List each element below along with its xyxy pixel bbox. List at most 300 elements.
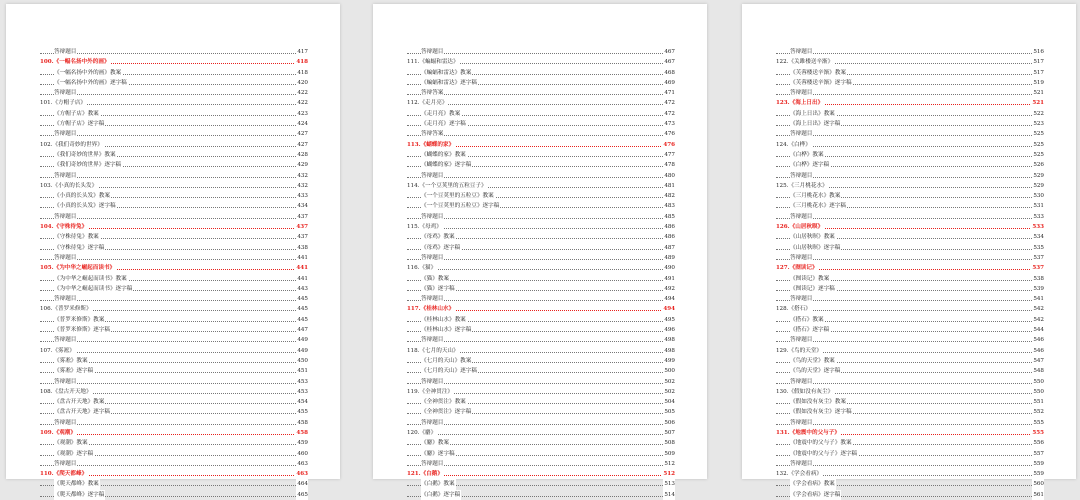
toc-entry-title: 《学会看病》教案 (790, 479, 836, 489)
toc-entry[interactable] (407, 397, 675, 407)
toc-page-number: 547 (1032, 356, 1044, 366)
toc-entry[interactable] (40, 397, 308, 407)
toc-entry[interactable] (407, 232, 675, 242)
toc-entry-title: 《地震中的父与子》教案 (790, 438, 853, 448)
toc-chapter-entry[interactable] (407, 57, 675, 67)
toc-page-number: 496 (663, 325, 675, 335)
toc-entry-title: 111.《蝙蝠和雷达》 (407, 57, 460, 67)
toc-entry[interactable] (407, 274, 675, 284)
toc-entry-title: 《白桦》教案 (790, 150, 825, 160)
toc-entry[interactable] (407, 109, 675, 119)
toc-page-number: 463 (295, 469, 308, 479)
toc-entry-title: 《一幅名扬中外的画》逐字稿 (54, 78, 128, 88)
toc-chapter-entry[interactable] (40, 304, 308, 314)
dot-leader (40, 53, 298, 54)
toc-page-number: 513 (663, 479, 675, 489)
toc-entry-title: 答辩题目 (54, 212, 77, 222)
toc-page-number: 498 (663, 335, 675, 345)
toc-entry[interactable] (776, 449, 1044, 459)
toc-chapter-entry[interactable] (40, 469, 308, 479)
toc-entry[interactable] (407, 335, 675, 345)
dot-leader (776, 94, 1034, 95)
toc-entry[interactable] (407, 88, 675, 98)
toc-entry[interactable] (40, 438, 308, 448)
toc-entry-title: 110.《爬天都峰》 (40, 469, 88, 479)
toc-entry-title: 《搭石》教案 (790, 315, 825, 325)
toc-page-number: 551 (1032, 397, 1044, 407)
dot-leader (776, 341, 1034, 342)
toc-entry[interactable] (407, 479, 675, 489)
toc-entry-title: 《走月亮》逐字稿 (421, 119, 467, 129)
toc-entry-title: 109.《观潮》 (40, 428, 77, 438)
toc-entry[interactable] (407, 284, 675, 294)
toc-page-number: 531 (1032, 201, 1044, 211)
toc-chapter-entry[interactable] (40, 98, 308, 108)
toc-chapter-entry[interactable] (40, 346, 308, 356)
toc-page-number: 458 (296, 418, 308, 428)
toc-page-number: 550 (1032, 387, 1044, 397)
toc-page-number: 512 (663, 459, 675, 469)
toc-entry[interactable] (407, 160, 675, 170)
toc-page-number: 537 (1032, 253, 1044, 263)
toc-page-number: 491 (663, 274, 675, 284)
toc-entry[interactable] (407, 377, 675, 387)
toc-entry[interactable] (407, 407, 675, 417)
toc-entry[interactable] (776, 243, 1044, 253)
toc-entry-title: 124.《白桦》 (776, 140, 812, 150)
toc-entry-title: 《蝴蝶的家》教案 (421, 150, 467, 160)
toc-entry[interactable] (40, 88, 308, 98)
toc-page-number: 548 (1032, 366, 1044, 376)
toc-entry-title: 114.《一个豆荚里的五粒豆子》 (407, 181, 488, 191)
dot-leader (776, 310, 1034, 311)
dot-leader (407, 228, 665, 229)
toc-chapter-entry[interactable] (407, 346, 675, 356)
toc-entry[interactable] (776, 274, 1044, 284)
toc-entry-title: 《小真的长头发》逐字稿 (54, 201, 117, 211)
toc-entry[interactable] (776, 232, 1044, 242)
toc-entry-title: 《海上日出》教案 (790, 109, 836, 119)
toc-entry-title: 100.《一幅名扬中外的画》 (40, 57, 111, 67)
toc-entry[interactable] (40, 68, 308, 78)
toc-page-number: 467 (663, 47, 675, 57)
toc-page-number: 477 (663, 150, 675, 160)
toc-entry-title: 《鸟的天堂》教案 (790, 356, 836, 366)
toc-entry[interactable] (40, 315, 308, 325)
toc-entry-title: 答辩题目 (421, 335, 444, 345)
toc-entry[interactable] (40, 201, 308, 211)
toc-entry-title: 《我们奇妙的世界》教案 (54, 150, 117, 160)
toc-chapter-entry[interactable] (776, 304, 1044, 314)
toc-chapter-entry[interactable] (40, 387, 308, 397)
toc-chapter-entry[interactable] (40, 222, 308, 232)
toc-entry-title: 《母鸡》教案 (421, 232, 456, 242)
toc-entry-title: 《麝》逐字稿 (421, 449, 456, 459)
toc-page-number: 464 (296, 479, 308, 489)
toc-entry-title: 答辩题目 (790, 88, 813, 98)
toc-entry[interactable] (776, 160, 1044, 170)
toc-page-number: 556 (1032, 438, 1044, 448)
toc-page-number: 418 (296, 68, 308, 78)
toc-page-number: 437 (296, 232, 308, 242)
toc-entry-title: 130.《假如没有灰尘》 (776, 387, 834, 397)
dot-leader (407, 135, 665, 136)
dot-leader (407, 218, 665, 219)
toc-entry[interactable] (40, 335, 308, 345)
toc-entry[interactable] (776, 284, 1044, 294)
toc-page-number: 519 (1032, 78, 1044, 88)
toc-entry-title: 答辩题目 (54, 418, 77, 428)
toc-entry-title: 《母鸡》逐字稿 (421, 243, 461, 253)
toc-page-number: 498 (663, 346, 675, 356)
toc-page-number: 460 (296, 449, 308, 459)
toc-chapter-entry[interactable] (407, 98, 675, 108)
toc-page-number: 538 (1032, 274, 1044, 284)
toc-entry[interactable] (407, 366, 675, 376)
dot-leader (40, 259, 298, 260)
toc-entry[interactable] (40, 479, 308, 489)
toc-chapter-entry[interactable] (776, 263, 1044, 273)
toc-entry[interactable] (776, 315, 1044, 325)
toc-page-number: 526 (1032, 160, 1044, 170)
toc-entry[interactable] (407, 418, 675, 428)
toc-entry[interactable] (776, 325, 1044, 335)
toc-page-number: 560 (1032, 479, 1044, 489)
dot-leader (407, 424, 665, 425)
dot-leader (40, 424, 298, 425)
toc-entry[interactable] (776, 407, 1044, 417)
dot-leader (407, 300, 665, 301)
toc-entry[interactable] (40, 418, 308, 428)
toc-entry-title: 132.《学会看病》 (776, 469, 823, 479)
toc-entry[interactable] (407, 243, 675, 253)
toc-entry[interactable] (40, 129, 308, 139)
toc-chapter-entry[interactable] (40, 181, 308, 191)
toc-page-number: 525 (1032, 140, 1044, 150)
toc-entry-title: 102.《我们奇妙的世界》 (40, 140, 104, 150)
toc-entry-title: 《方帽子店》逐字稿 (54, 119, 105, 129)
toc-page-number: 480 (663, 171, 675, 181)
toc-entry-title: 答辩题目 (790, 171, 813, 181)
toc-entry[interactable] (407, 356, 675, 366)
toc-entry[interactable] (776, 294, 1044, 304)
toc-page-number: 529 (1032, 181, 1044, 191)
toc-entry[interactable] (407, 191, 675, 201)
toc-page-number: 483 (663, 201, 675, 211)
toc-chapter-entry[interactable] (776, 181, 1044, 191)
toc-page-number: 508 (663, 438, 675, 448)
toc-page-number: 429 (296, 160, 308, 170)
toc-page-number: 552 (1032, 407, 1044, 417)
toc-entry[interactable] (776, 212, 1044, 222)
toc-entry-title: 答辩答案 (421, 129, 444, 139)
toc-entry[interactable] (40, 78, 308, 88)
toc-page-number: 517 (1032, 57, 1044, 67)
toc-entry[interactable] (40, 191, 308, 201)
toc-entry[interactable] (407, 315, 675, 325)
toc-page-number: 453 (296, 377, 308, 387)
toc-page-number: 546 (1032, 346, 1044, 356)
toc-entry-title: 答辩题目 (54, 377, 77, 387)
toc-entry-title: 答辩题目 (421, 253, 444, 263)
toc-page-number: 467 (663, 57, 675, 67)
toc-entry-title: 《蝙蝠和雷达》逐字稿 (421, 78, 478, 88)
toc-entry[interactable] (40, 356, 308, 366)
toc-entry-title: 《芙蓉楼送辛渐》逐字稿 (790, 78, 853, 88)
dot-leader (407, 53, 665, 54)
toc-entry-title: 113.《蝴蝶的家》 (407, 140, 455, 150)
toc-page-number: 473 (663, 119, 675, 129)
toc-page-number: 507 (663, 428, 675, 438)
toc-entry-title: 答辩题目 (790, 335, 813, 345)
document-page-2 (373, 4, 707, 498)
toc-page-number: 539 (1032, 284, 1044, 294)
toc-chapter-entry[interactable] (407, 387, 675, 397)
toc-entry-title: 《爬天都峰》逐字稿 (54, 490, 105, 500)
toc-entry-title: 答辩题目 (421, 377, 444, 387)
toc-entry-title: 答辩题目 (421, 171, 444, 181)
toc-chapter-entry[interactable] (776, 346, 1044, 356)
toc-entry[interactable] (40, 459, 308, 469)
toc-page-number: 546 (1032, 335, 1044, 345)
document-page-1 (6, 4, 340, 498)
dot-leader (40, 135, 298, 136)
toc-entry[interactable] (776, 479, 1044, 489)
toc-page-number: 542 (1032, 304, 1044, 314)
toc-entry[interactable] (776, 335, 1044, 345)
toc-page-number: 561 (1032, 490, 1044, 500)
toc-page-number: 492 (663, 284, 675, 294)
toc-entry[interactable] (776, 397, 1044, 407)
toc-entry-title: 《白桦》逐字稿 (790, 160, 830, 170)
toc-entry-title: 答辩题目 (54, 88, 77, 98)
toc-entry-title: 《鸟的天堂》逐字稿 (790, 366, 841, 376)
toc-entry[interactable] (407, 212, 675, 222)
toc-chapter-entry[interactable] (776, 387, 1044, 397)
toc-page-number: 494 (663, 294, 675, 304)
toc-chapter-entry[interactable] (40, 140, 308, 150)
toc-entry[interactable] (776, 150, 1044, 160)
toc-entry[interactable] (40, 212, 308, 222)
toc-entry[interactable] (407, 171, 675, 181)
toc-entry[interactable] (40, 232, 308, 242)
toc-entry[interactable] (407, 438, 675, 448)
toc-entry-title: 《爬天都峰》教案 (54, 479, 100, 489)
toc-chapter-entry[interactable] (40, 428, 308, 438)
toc-entry[interactable] (776, 88, 1044, 98)
toc-page-number: 490 (663, 263, 675, 273)
toc-entry[interactable] (776, 418, 1044, 428)
toc-chapter-entry[interactable] (776, 469, 1044, 479)
toc-entry-title: 105.《为中华之崛起而读书》 (40, 263, 116, 273)
dot-leader (776, 259, 1034, 260)
toc-page-number: 472 (663, 109, 675, 119)
toc-page-number: 550 (1032, 377, 1044, 387)
toc-entry-title: 《一幅名扬中外的画》教案 (54, 68, 122, 78)
toc-page-number: 472 (663, 98, 675, 108)
toc-entry-title: 《猫》逐字稿 (421, 284, 456, 294)
toc-entry-title: 127.《囫读记》 (776, 263, 819, 273)
toc-entry[interactable] (407, 325, 675, 335)
toc-page-number: 514 (663, 490, 675, 500)
toc-page-number: 424 (296, 119, 308, 129)
toc-entry[interactable] (40, 284, 308, 294)
toc-entry-title: 108.《盘古开天地》 (40, 387, 93, 397)
toc-entry-title: 答辩题目 (790, 418, 813, 428)
toc-page-number: 509 (663, 449, 675, 459)
toc-entry-title: 112.《走月亮》 (407, 98, 448, 108)
toc-page-number: 525 (1032, 129, 1044, 139)
toc-entry[interactable] (776, 47, 1044, 57)
toc-entry-title: 《麝》教案 (421, 438, 450, 448)
toc-entry[interactable] (776, 119, 1044, 129)
toc-entry[interactable] (776, 201, 1044, 211)
toc-entry[interactable] (40, 253, 308, 263)
toc-entry-title: 《假如没有灰尘》教案 (790, 397, 847, 407)
toc-entry[interactable] (407, 201, 675, 211)
toc-entry[interactable] (407, 294, 675, 304)
toc-entry[interactable] (776, 490, 1044, 500)
toc-entry[interactable] (40, 294, 308, 304)
toc-entry[interactable] (407, 78, 675, 88)
toc-page-number: 445 (296, 315, 308, 325)
dot-leader (776, 300, 1034, 301)
toc-page-number: 432 (296, 171, 308, 181)
toc-chapter-entry[interactable] (407, 304, 675, 314)
toc-page-number: 423 (296, 109, 308, 119)
toc-page-number: 516 (1032, 47, 1044, 57)
toc-page-number: 454 (296, 397, 308, 407)
toc-page-number: 506 (663, 418, 675, 428)
toc-chapter-entry[interactable] (776, 222, 1044, 232)
toc-entry[interactable] (40, 119, 308, 129)
dot-leader (407, 269, 665, 270)
toc-entry[interactable] (776, 171, 1044, 181)
toc-entry[interactable] (407, 68, 675, 78)
toc-chapter-entry[interactable] (407, 181, 675, 191)
dot-leader (407, 475, 665, 476)
toc-page-number: 537 (1031, 263, 1044, 273)
toc-chapter-entry[interactable] (407, 140, 675, 150)
toc-entry[interactable] (776, 129, 1044, 139)
toc-page-number: 450 (296, 356, 308, 366)
toc-page-number: 447 (296, 325, 308, 335)
toc-page-number: 458 (295, 428, 308, 438)
toc-entry[interactable] (40, 160, 308, 170)
toc-entry[interactable] (40, 150, 308, 160)
toc-entry[interactable] (776, 109, 1044, 119)
toc-entry-title: 《白鹅》逐字稿 (421, 490, 461, 500)
toc-page-number: 476 (663, 129, 675, 139)
toc-page-number: 432 (296, 181, 308, 191)
toc-entry[interactable] (40, 171, 308, 181)
toc-entry[interactable] (407, 253, 675, 263)
toc-entry-title: 128.《搭石》 (776, 304, 812, 314)
toc-page-number: 469 (663, 78, 675, 88)
toc-entry-title: 答辩题目 (54, 47, 77, 57)
toc-entry-title: 《囫读记》逐字稿 (790, 284, 836, 294)
toc-entry[interactable] (407, 490, 675, 500)
toc-entry[interactable] (407, 150, 675, 160)
toc-entry[interactable] (407, 459, 675, 469)
toc-entry[interactable] (40, 47, 308, 57)
toc-page-number: 451 (296, 366, 308, 376)
toc-entry[interactable] (776, 68, 1044, 78)
toc-chapter-entry[interactable] (776, 98, 1044, 108)
toc-chapter-entry[interactable] (407, 469, 675, 479)
toc-entry-title: 答辩题目 (790, 47, 813, 57)
toc-entry-title: 答辩答案 (421, 88, 444, 98)
toc-chapter-entry[interactable] (40, 57, 308, 67)
toc-entry[interactable] (407, 47, 675, 57)
toc-entry[interactable] (776, 366, 1044, 376)
toc-chapter-entry[interactable] (407, 428, 675, 438)
toc-page-number: 433 (296, 191, 308, 201)
toc-page-number: 500 (663, 366, 675, 376)
toc-entry[interactable] (407, 449, 675, 459)
toc-entry[interactable] (40, 366, 308, 376)
toc-entry-title: 《海上日出》逐字稿 (790, 119, 841, 129)
toc-entry-title: 《一个豆荚里的五粒豆》教案 (421, 191, 495, 201)
toc-chapter-entry[interactable] (776, 428, 1044, 438)
toc-page-number: 521 (1032, 88, 1044, 98)
toc-entry[interactable] (407, 129, 675, 139)
toc-chapter-entry[interactable] (776, 140, 1044, 150)
toc-entry-title: 答辩题目 (54, 335, 77, 345)
toc-entry[interactable] (776, 253, 1044, 263)
toc-entry[interactable] (40, 449, 308, 459)
toc-page-number: 465 (296, 490, 308, 500)
toc-page-number: 418 (295, 57, 308, 67)
toc-entry[interactable] (40, 109, 308, 119)
toc-entry-title: 《全神贯注》教案 (421, 397, 467, 407)
toc-page-number: 453 (296, 387, 308, 397)
toc-chapter-entry[interactable] (407, 222, 675, 232)
dot-leader (40, 352, 298, 353)
toc-chapter-entry[interactable] (407, 263, 675, 273)
dot-leader (40, 383, 298, 384)
toc-entry[interactable] (40, 243, 308, 253)
toc-entry[interactable] (407, 119, 675, 129)
toc-entry[interactable] (40, 490, 308, 500)
toc-chapter-entry[interactable] (40, 263, 308, 273)
toc-entry-title: 《三月桃花水》逐字稿 (790, 201, 847, 211)
toc-entry[interactable] (776, 191, 1044, 201)
toc-entry[interactable] (40, 377, 308, 387)
toc-entry[interactable] (40, 274, 308, 284)
toc-page-number: 427 (296, 140, 308, 150)
toc-chapter-entry[interactable] (776, 57, 1044, 67)
toc-entry[interactable] (776, 377, 1044, 387)
toc-entry[interactable] (776, 78, 1044, 88)
toc-entry[interactable] (40, 407, 308, 417)
toc-entry-title: 答辩题目 (421, 459, 444, 469)
toc-entry[interactable] (776, 459, 1044, 469)
toc-entry-title: 120.《麝》 (407, 428, 437, 438)
toc-entry-title: 答辩题目 (54, 253, 77, 263)
toc-page-number: 530 (1032, 191, 1044, 201)
toc-entry[interactable] (40, 325, 308, 335)
toc-entry[interactable] (776, 356, 1044, 366)
dot-leader (40, 177, 298, 178)
toc-entry-title: 《为中华之崛起而读书》逐字稿 (54, 284, 133, 294)
toc-page-number: 441 (296, 253, 308, 263)
toc-page-number: 505 (663, 407, 675, 417)
toc-page-number: 499 (663, 356, 675, 366)
toc-entry[interactable] (776, 438, 1044, 448)
toc-page-number: 478 (663, 160, 675, 170)
toc-entry-title: 答辩题目 (790, 212, 813, 222)
